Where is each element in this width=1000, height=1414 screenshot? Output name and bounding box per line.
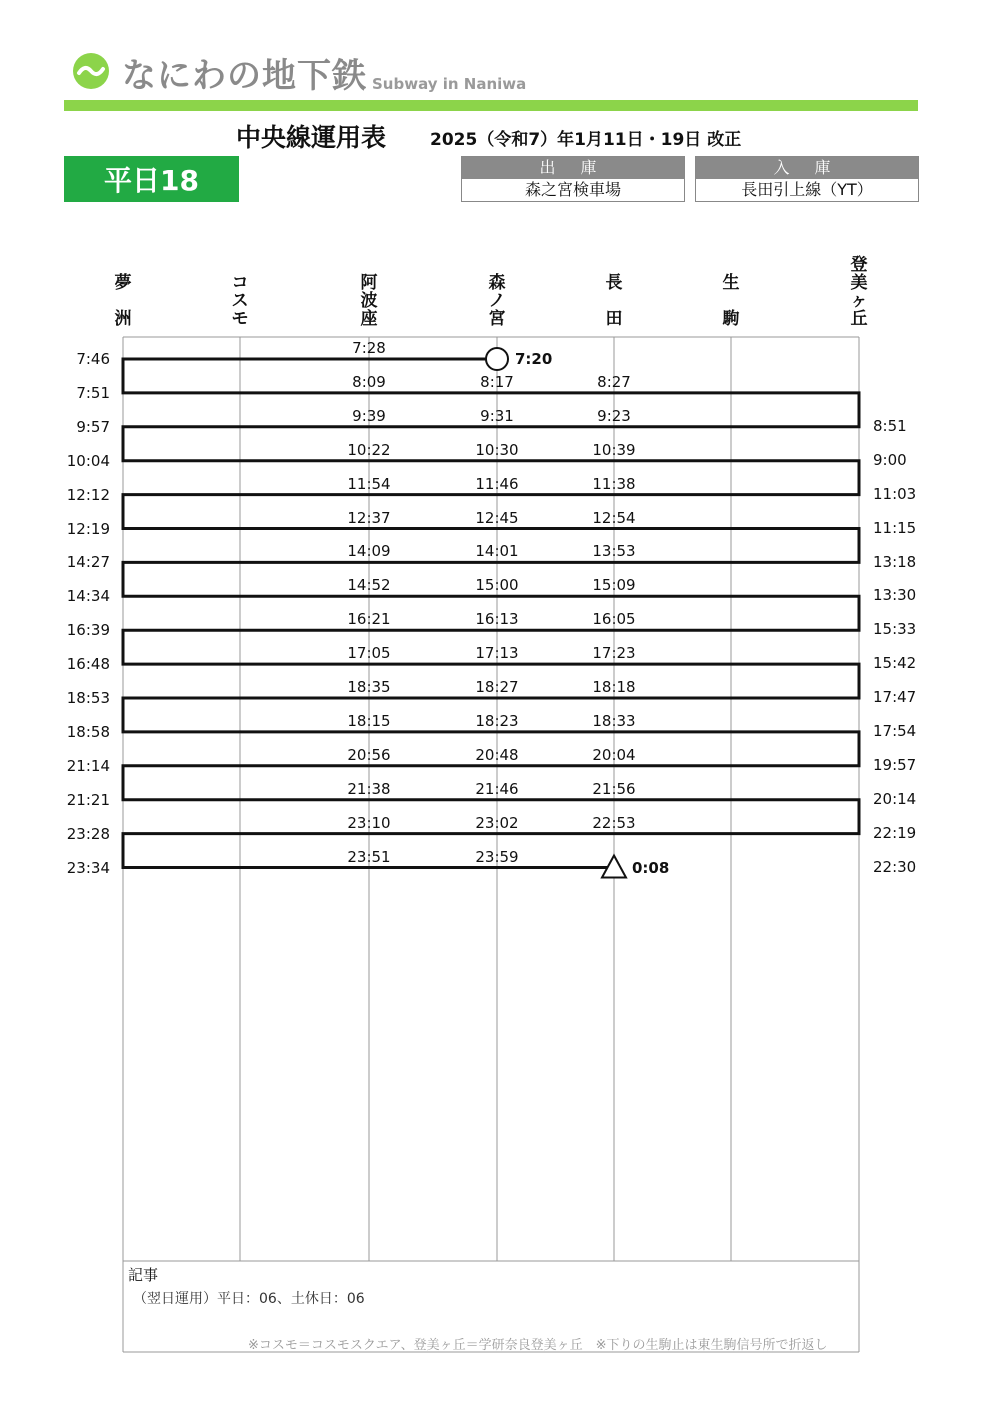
time-left-yumeshima: 10:04 bbox=[66, 451, 110, 470]
time-left-yumeshima: 18:58 bbox=[66, 722, 110, 741]
station-nagata: 長 田 bbox=[605, 273, 623, 329]
time-right-tomigaoka: 11:03 bbox=[873, 484, 917, 503]
time-awaza: 23:51 bbox=[347, 847, 391, 866]
time-right-tomigaoka: 20:14 bbox=[873, 789, 917, 808]
time-morinomiya: 23:59 bbox=[475, 847, 519, 866]
time-awaza: 11:54 bbox=[347, 474, 391, 493]
station-morinomiya: 森 ノ 宮 bbox=[488, 273, 506, 329]
time-left-yumeshima: 16:48 bbox=[66, 655, 110, 674]
time-right-tomigaoka: 22:19 bbox=[873, 823, 917, 842]
time-morinomiya: 14:01 bbox=[475, 542, 519, 561]
time-morinomiya: 17:13 bbox=[475, 644, 519, 663]
time-nagata: 11:38 bbox=[592, 474, 636, 493]
logo-subtitle: Subway in Naniwa bbox=[372, 75, 527, 93]
time-right-tomigaoka: 22:30 bbox=[873, 857, 917, 876]
time-left-yumeshima: 9:57 bbox=[76, 417, 110, 436]
start-time: 7:20 bbox=[515, 350, 553, 368]
time-right-tomigaoka: 15:42 bbox=[873, 654, 917, 673]
time-awaza: 23:10 bbox=[347, 813, 391, 832]
logo-text: なにわの地下鉄 bbox=[122, 56, 367, 96]
time-left-yumeshima: 23:28 bbox=[66, 824, 110, 843]
time-left-yumeshima: 21:14 bbox=[66, 756, 110, 775]
revision-date: 2025（令和7）年1月11日・19日 改正 bbox=[430, 130, 742, 150]
time-morinomiya: 8:17 bbox=[480, 372, 514, 391]
time-right-tomigaoka: 15:33 bbox=[873, 620, 917, 639]
time-nagata: 16:05 bbox=[592, 610, 636, 629]
time-awaza: 14:52 bbox=[347, 576, 391, 595]
time-awaza: 16:21 bbox=[347, 610, 391, 629]
time-nagata: 21:56 bbox=[592, 779, 636, 798]
time-awaza: 17:05 bbox=[347, 644, 391, 663]
notes-text: （翌日運用）平日：06、土休日：06 bbox=[133, 1291, 365, 1307]
time-awaza: 21:38 bbox=[347, 779, 391, 798]
time-awaza: 9:39 bbox=[352, 406, 386, 425]
time-nagata: 12:54 bbox=[592, 508, 636, 527]
time-nagata: 9:23 bbox=[597, 406, 631, 425]
time-left-yumeshima: 21:21 bbox=[66, 790, 110, 809]
service-badge: 平日18 bbox=[64, 156, 239, 202]
station-yumeshima: 夢 洲 bbox=[114, 273, 132, 329]
time-morinomiya: 12:45 bbox=[475, 508, 519, 527]
time-awaza: 14:09 bbox=[347, 542, 391, 561]
time-nagata: 18:33 bbox=[592, 711, 636, 730]
time-morinomiya: 15:00 bbox=[475, 576, 519, 595]
time-awaza: 10:22 bbox=[347, 440, 391, 459]
time-nagata: 17:23 bbox=[592, 644, 636, 663]
time-awaza: 20:56 bbox=[347, 745, 391, 764]
time-right-tomigaoka: 17:47 bbox=[873, 688, 917, 707]
notes-label: 記事 bbox=[128, 1266, 159, 1284]
time-right-tomigaoka: 13:18 bbox=[873, 552, 917, 571]
time-awaza: 18:35 bbox=[347, 678, 391, 696]
time-nagata: 15:09 bbox=[592, 576, 636, 595]
time-left-yumeshima: 18:53 bbox=[66, 689, 110, 707]
depot-out-value: 森之宮検車場 bbox=[462, 179, 684, 201]
time-right-tomigaoka: 11:15 bbox=[873, 518, 917, 537]
time-nagata: 8:27 bbox=[597, 372, 631, 391]
time-awaza: 12:37 bbox=[347, 508, 391, 527]
time-nagata: 20:04 bbox=[592, 745, 636, 764]
time-left-yumeshima: 14:34 bbox=[66, 587, 110, 606]
time-left-yumeshima: 14:27 bbox=[66, 553, 110, 572]
time-morinomiya: 20:48 bbox=[475, 745, 519, 764]
time-morinomiya: 11:46 bbox=[475, 474, 519, 493]
time-morinomiya: 16:13 bbox=[475, 610, 519, 629]
time-awaza: 8:09 bbox=[352, 372, 386, 391]
station-awaza: 阿 波 座 bbox=[360, 273, 378, 329]
station-cosmo: コ ス モ bbox=[231, 273, 249, 329]
time-left-yumeshima: 16:39 bbox=[66, 621, 110, 640]
time-nagata: 10:39 bbox=[592, 440, 636, 459]
time-left-yumeshima: 12:19 bbox=[66, 519, 110, 538]
time-left-yumeshima: 7:46 bbox=[76, 350, 110, 368]
time-nagata: 22:53 bbox=[592, 813, 636, 832]
station-tomigaoka: 登 美 ヶ 丘 bbox=[850, 255, 868, 329]
page-title: 中央線運用表 bbox=[236, 123, 387, 152]
time-morinomiya: 10:30 bbox=[475, 440, 519, 459]
time-left-yumeshima: 12:12 bbox=[66, 485, 110, 504]
time-right-tomigaoka: 13:30 bbox=[873, 586, 917, 605]
footnote: ※コスモ＝コスモスクエア、登美ヶ丘＝学研奈良登美ヶ丘 ※下りの生駒止は東生駒信号所で折返し bbox=[248, 1338, 828, 1353]
time-morinomiya: 23:02 bbox=[475, 813, 519, 832]
time-right-tomigaoka: 19:57 bbox=[873, 755, 917, 774]
time-morinomiya: 21:46 bbox=[475, 779, 519, 798]
depot-in-label: 入 庫 bbox=[696, 157, 918, 179]
time-left-yumeshima: 7:51 bbox=[76, 383, 110, 402]
time-right-tomigaoka: 17:54 bbox=[873, 722, 917, 740]
time-nagata: 13:53 bbox=[592, 542, 636, 561]
time-right-tomigaoka: 8:51 bbox=[873, 416, 907, 435]
time-right-tomigaoka: 9:00 bbox=[873, 450, 907, 469]
end-time: 0:08 bbox=[632, 858, 670, 877]
time-morinomiya: 9:31 bbox=[480, 406, 514, 425]
time-morinomiya: 18:23 bbox=[475, 711, 519, 730]
station-ikoma: 生 駒 bbox=[722, 273, 740, 329]
time-awaza: 7:28 bbox=[352, 339, 386, 357]
time-left-yumeshima: 23:34 bbox=[66, 858, 110, 877]
depot-out-label: 出 庫 bbox=[462, 157, 684, 179]
time-morinomiya: 18:27 bbox=[475, 678, 519, 696]
time-nagata: 18:18 bbox=[592, 678, 636, 696]
time-awaza: 18:15 bbox=[347, 711, 391, 730]
start-circle-icon bbox=[486, 348, 508, 370]
depot-in-value: 長田引上線（YT） bbox=[696, 179, 918, 201]
